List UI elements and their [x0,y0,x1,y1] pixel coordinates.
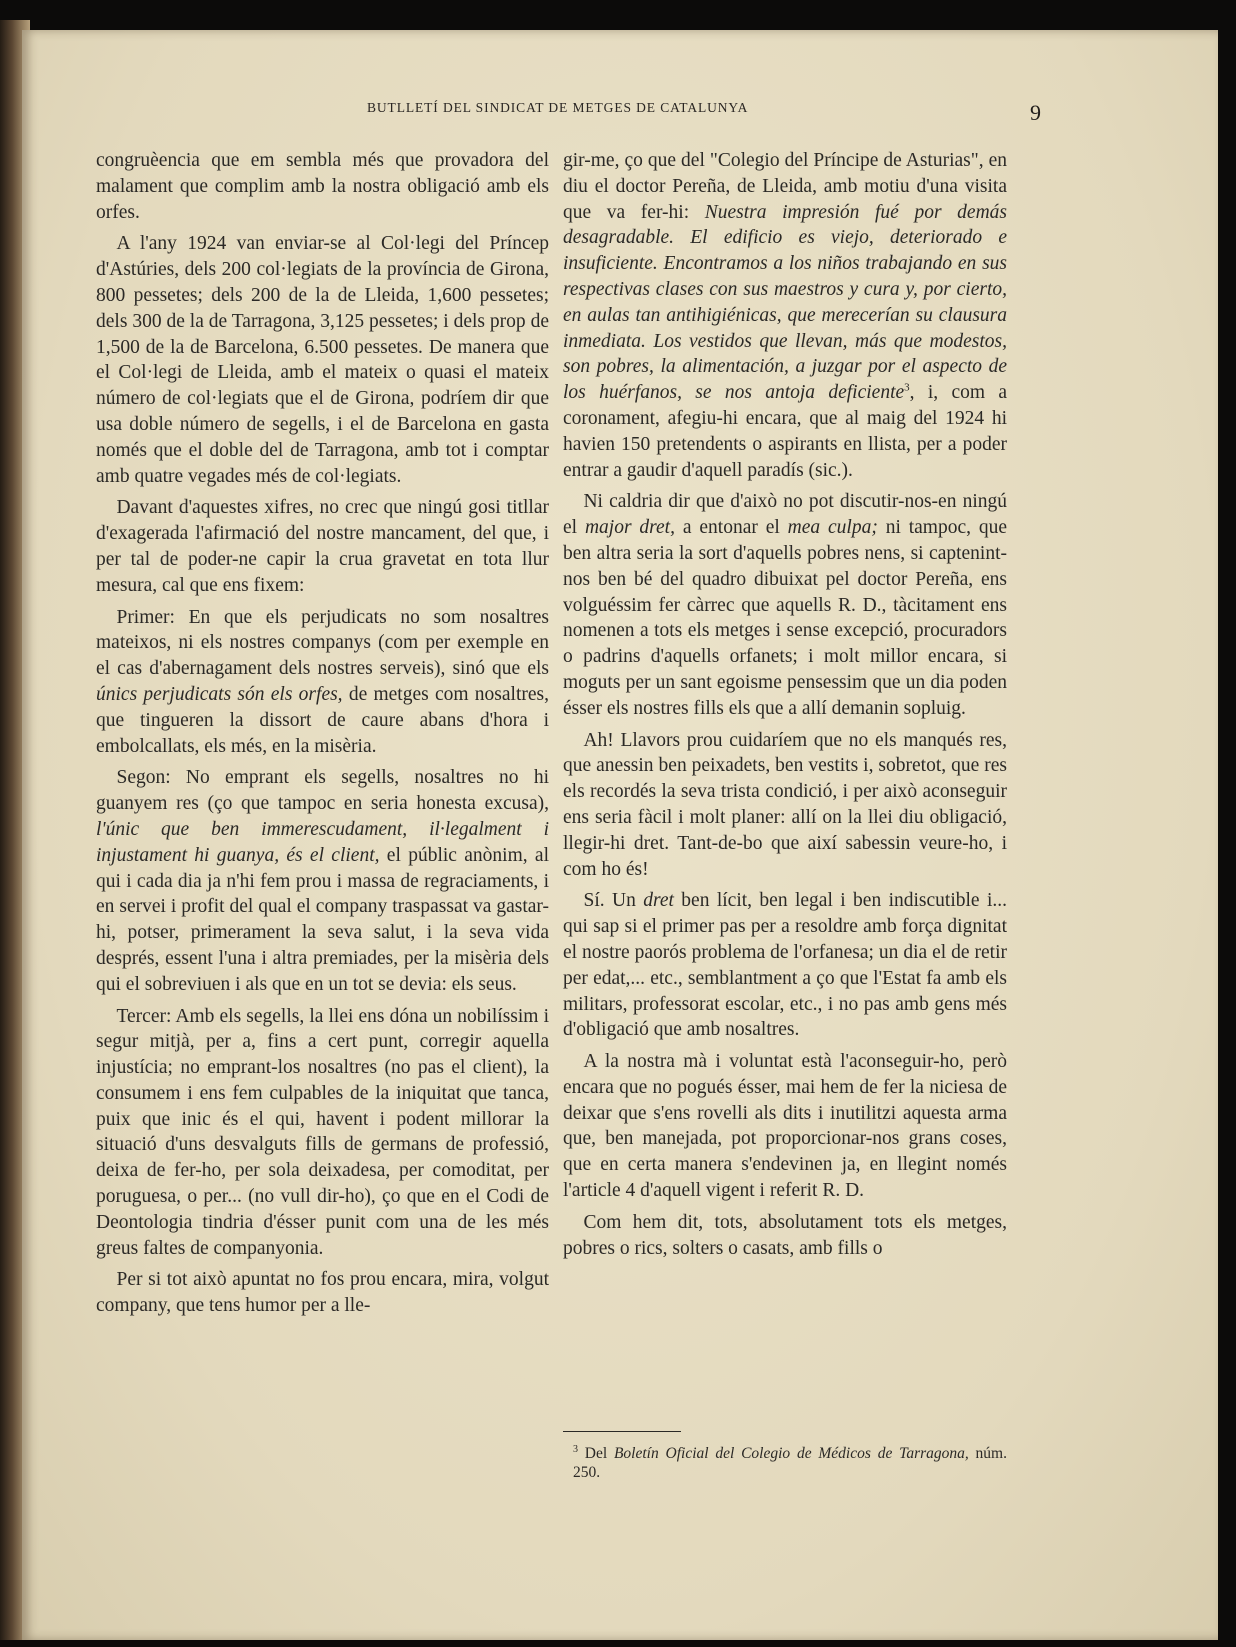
paragraph: Ah! Llavors prou cuidaríem que no els manqués res, que anessin ben peixadets, ben vestits i, sobretot, que res els recordés la seva trista condició, i per això aconseguir ens seria fàcil i molt planer: allí on la llei diu obligació, llegir-hi dret. Tant-de-bo que així sabessin veure-ho, i com ho és! [563,729,1007,880]
paragraph: congruèencia que em sembla més que provadora del malament que complim amb la nostra obligació amb els orfes. [96,150,549,223]
paragraph [563,888,1007,1043]
text-span: núm. 250. [573,1445,1007,1482]
paragraph [96,765,549,997]
text-span: Sí. Un [583,890,644,912]
emphasis-text: l'únic que ben immerescudament, il·legalment i injustament hi guanya, és el client, [96,818,549,866]
text-span: a entonar el [674,517,788,539]
text-span: Primer: En que els perjudicats no som nosaltres mateixos, ni els nostres companys (com per exemple en el cas d'abernagament dels nostres serveis), sinó que els [96,606,549,680]
paragraph: Com hem dit, tots, absolutament tots els metges, pobres o rics, solters o casats, amb fills o [563,1211,1007,1259]
paragraph: Davant d'aquestes xifres, no crec que ningú gosi titllar d'exagerada l'afirmació del nostre mancament, del que, i per tal de poder-ne capir la crua gravetat en tota llur mesura, cal que ens fixem: [96,497,549,596]
document-page [22,30,1218,1640]
footnote-reference: 3 [904,381,910,394]
paragraph: A l'any 1924 van enviar-se al Col·legi del Príncep d'Astúries, dels 200 col·legiats de la província de Girona, 800 pessetes; dels 200 de la de Lleida, 1,600 pessetes; dels 300 de la de Tarragona, 3,125 pessetes; i dels prop de 1,500 de la de Barcelona, 6.500 pessetes. De manera que el Col·legi de Lleida, amb el mateix o quasi el mateix número de col·legiats que el de Girona, podríem dir que usa doble número de segells, i el de Barcelona en gasta només que el doble del de Tarragona, amb tot i comptar amb quatre vegades més de col·legiats. [96,233,549,487]
text-span: ni tampoc, que ben altra seria la sort d'aquells pobres nens, si captenint-nos ben bé del quadro dibuixat pel doctor Pereña, ens volguéssim fer càrrec que aquells R. D., tàcitament ens nomenen a tots els metges i sense excepció, procuradors o padrins d'aquells orfanets; i molt millor encara, si moguts per un sant egoisme pensessim que un dia poden ésser els nostres fills els que a allí demanin sopluig. [563,517,1008,719]
page-number: 9 [1030,100,1041,125]
paragraph [563,148,1007,483]
emphasis-text: Boletín Oficial del Colegio de Médicos de Tarragona, [613,1445,969,1463]
footnote [573,1440,1007,1482]
text-span: gir-me, ço que del "Colegio del Príncipe de Asturias", en diu el doctor Pereña, de Lleida, amb motiu d'una visita que va fer-hi: [563,150,1007,223]
left-column [96,148,549,1325]
text-span: Del [578,1445,614,1463]
text-span: ben lícit, ben legal i ben indiscutible i... qui sap si el primer pas per a resoldre amb força dignitat el nostre paorós problema de l'orfanesa; un dia el de retir per edat,... etc., semblantment a ço que l'Estat fa amb els militars, professorat escolar, etc., i no pas amb gens més d'obligació que amb nosaltres. [563,890,1007,1041]
paragraph [563,489,1007,721]
paragraph: A la nostra mà i voluntat està l'aconseguir-ho, però encara que no pogués ésser, mai hem de fer la niciesa de deixar que s'ens rovelli als dits i inutilitzi aquesta arma que, ben manejada, pot proporcionar-nos grans coses, que en certa manera s'endevinen ja, en llegint només l'article 4 d'aquell vigent i referit R. D. [563,1051,1007,1202]
emphasis-text: mea culpa; [787,517,878,539]
text-span: de metges com nosaltres, que tingueren la dissort de caure abans d'hora i embolcallats, els més, en la misèria. [96,683,549,757]
text-span: Segon: No emprant els segells, nosaltres no hi guanyem res (ço que tampoc en seria honesta excusa), [96,767,549,815]
emphasis-text: major dret, [584,517,675,539]
emphasis-text: Nuestra impresión fué por demás desagradable. El edificio es viejo, deteriorado e insuficiente. Encontramos a los niños trabajando en sus respectivas clases con sus maestros y cura y, por cierto, en aulas tan antihigiénicas, que merecerían su clausura inmediata. Los vestidos que llevan, más que modestos, son pobres, la alimentación, a juzgar por el aspecto de los huérfanos, se nos antoja deficiente [563,201,1007,404]
emphasis-text: dret [643,890,674,912]
paragraph: Per si tot això apuntat no fos prou encara, mira, volgut company, que tens humor per a lle- [96,1269,549,1317]
text-span: el públic anònim, al qui i cada dia ja n'hi fem prou i massa de regraciaments, i en servei i profit del qual el company traspassat va gastar-hi, potser, primerament la seva salut, i la seva vida després, essent l'una i altra premiades, per la misèria dels qui el sobreviuen i als que en un tot se devia: els seus. [96,844,549,995]
text-span: , i, com a coronament, afegiu-hi encara, que al maig del 1924 hi havien 150 pretendents o aspirants en llista, per a poder entrar a gaudir d'aquell paradís (sic.). [563,382,1007,481]
footnote-marker: 3 [573,1444,578,1455]
emphasis-text: únics perjudicats són els orfes, [96,683,343,705]
text-span: Ni caldria dir que d'això no pot discutir-nos-en ningú el [563,491,1007,539]
paragraph [96,605,549,760]
page-header [22,100,1218,124]
footnote-divider [563,1431,681,1432]
paragraph: Tercer: Amb els segells, la llei ens dóna un nobilíssim i segur mitjà, per a, fins a cert punt, corregir aquella injustícia; no emprant-los nosaltres (no pas el client), la consumem i ens fem culpables de la iniquitat que tanca, puix que inic és el qui, havent i podent millorar la situació d'uns desvalguts fills de germans de professió, deixa de fer-ho, per sola deixadesa, per comoditat, per poruguesa, o per... (no vull dir-ho), ço que en el Codi de Deontologia tindria d'ésser punit com una de les més greus faltes de companyonia. [96,1005,549,1259]
running-title: BUTLLETÍ DEL SINDICAT DE METGES DE CATALUNYA [367,100,749,115]
right-column [563,148,1007,1267]
